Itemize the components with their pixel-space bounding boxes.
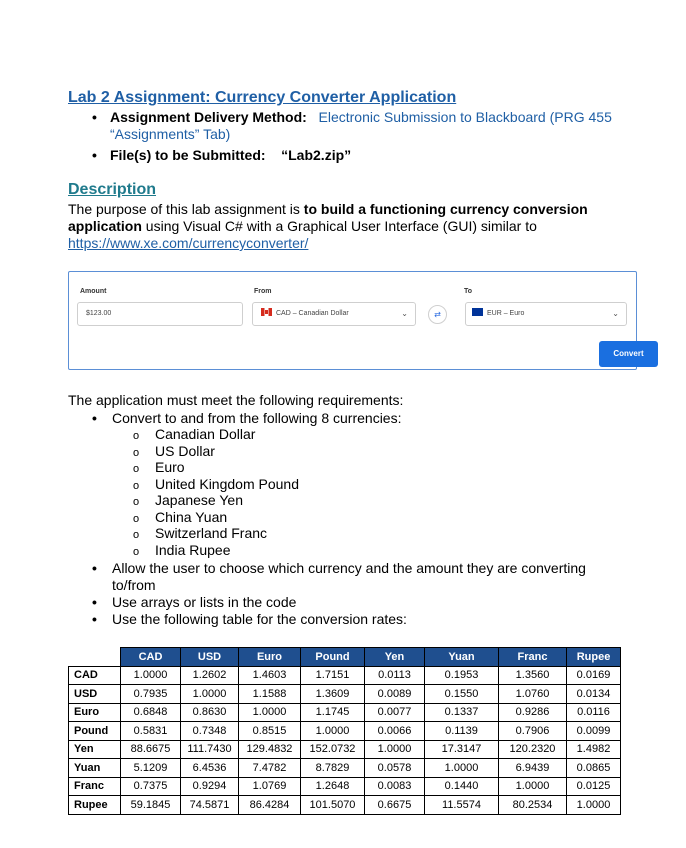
rate-cell: 101.5070 <box>301 796 365 815</box>
rate-cell: 6.9439 <box>499 759 567 778</box>
sub-bullet-glyph: o <box>133 447 140 459</box>
rate-cell: 1.0769 <box>239 777 301 796</box>
conversion-rates-table <box>68 647 621 815</box>
amount-input[interactable]: $123.00 <box>77 302 243 326</box>
sub-bullet-glyph: o <box>133 480 140 492</box>
rate-cell: 6.4536 <box>181 759 239 778</box>
files-value: “Lab2.zip” <box>281 147 352 163</box>
rate-cell: 0.7935 <box>121 685 181 704</box>
sub-bullet-glyph: o <box>133 430 140 442</box>
row-header: Yuan <box>69 759 121 778</box>
rate-cell: 1.3609 <box>301 685 365 704</box>
column-header: CAD <box>121 648 181 667</box>
files-item <box>92 147 351 163</box>
requirements-intro: The application must meet the following requirements: <box>68 392 404 408</box>
sub-bullet-glyph: o <box>133 513 140 525</box>
column-header: Yen <box>365 648 425 667</box>
rate-cell: 1.7151 <box>301 666 365 685</box>
description-line-1 <box>68 201 588 217</box>
description-bold: application <box>68 218 142 234</box>
rate-cell: 0.0066 <box>365 722 425 741</box>
currency-name: China Yuan <box>155 509 228 525</box>
rate-cell: 1.2602 <box>181 666 239 685</box>
row-header: Pound <box>69 722 121 741</box>
xe-link[interactable]: https://www.xe.com/currencyconverter/ <box>68 235 309 251</box>
rate-cell: 1.0000 <box>365 740 425 759</box>
rate-cell: 0.0077 <box>365 703 425 722</box>
rate-cell: 86.4284 <box>239 796 301 815</box>
rate-cell: 0.0865 <box>567 759 621 778</box>
requirement-item <box>92 410 401 426</box>
rate-cell: 1.0000 <box>121 666 181 685</box>
rate-cell: 1.1588 <box>239 685 301 704</box>
requirement-item <box>92 611 407 627</box>
bullet-glyph: • <box>92 611 97 627</box>
to-currency-select[interactable] <box>465 302 627 326</box>
rate-cell: 0.7375 <box>121 777 181 796</box>
rate-cell: 0.7906 <box>499 722 567 741</box>
rate-cell: 0.6848 <box>121 703 181 722</box>
rate-cell: 0.0578 <box>365 759 425 778</box>
rate-cell: 152.0732 <box>301 740 365 759</box>
rate-cell: 1.4603 <box>239 666 301 685</box>
from-label: From <box>254 288 272 295</box>
rate-cell: 0.0169 <box>567 666 621 685</box>
rate-cell: 88.6675 <box>121 740 181 759</box>
rate-cell: 17.3147 <box>425 740 499 759</box>
rate-cell: 59.1845 <box>121 796 181 815</box>
rate-cell: 0.1550 <box>425 685 499 704</box>
currency-list-item <box>133 443 215 459</box>
table-header-row <box>69 648 621 667</box>
rate-cell: 80.2534 <box>499 796 567 815</box>
row-header: Rupee <box>69 796 121 815</box>
row-header: Yen <box>69 740 121 759</box>
currency-list-item <box>133 492 243 508</box>
rate-cell: 0.0116 <box>567 703 621 722</box>
table-row <box>69 740 621 759</box>
currency-name: Canadian Dollar <box>155 426 256 442</box>
requirement-text: Convert to and from the following 8 currencies: <box>112 410 402 426</box>
rate-cell: 11.5574 <box>425 796 499 815</box>
delivery-value-continued: “Assignments” Tab) <box>110 126 231 142</box>
amount-label: Amount <box>80 288 107 295</box>
page-title: Lab 2 Assignment: Currency Converter Application <box>68 89 457 106</box>
requirement-text: Allow the user to choose which currency and the amount they are converting <box>112 560 586 576</box>
rate-cell: 1.1745 <box>301 703 365 722</box>
rate-cell: 1.0000 <box>301 722 365 741</box>
rate-cell: 1.0000 <box>425 759 499 778</box>
rate-cell: 74.5871 <box>181 796 239 815</box>
requirement-item <box>92 594 296 610</box>
sub-bullet-glyph: o <box>133 496 140 508</box>
table-row <box>69 796 621 815</box>
description-bold: to build a functioning currency conversion <box>303 201 588 217</box>
rate-cell: 0.1953 <box>425 666 499 685</box>
currency-list-item <box>133 542 231 558</box>
rate-cell: 1.0760 <box>499 685 567 704</box>
row-header: Franc <box>69 777 121 796</box>
column-header: Euro <box>239 648 301 667</box>
delivery-method-item <box>92 109 612 125</box>
table-row <box>69 777 621 796</box>
rate-cell: 0.5831 <box>121 722 181 741</box>
column-header: Yuan <box>425 648 499 667</box>
table-corner-cell <box>69 648 121 667</box>
rate-cell: 0.0113 <box>365 666 425 685</box>
rate-cell: 0.0083 <box>365 777 425 796</box>
rate-cell: 0.0125 <box>567 777 621 796</box>
currency-list-item <box>133 509 227 525</box>
rate-cell: 0.0099 <box>567 722 621 741</box>
rate-cell: 8.7829 <box>301 759 365 778</box>
rate-cell: 5.1209 <box>121 759 181 778</box>
rate-cell: 0.0089 <box>365 685 425 704</box>
table-row <box>69 759 621 778</box>
description-text: The purpose of this lab assignment is <box>68 201 304 217</box>
to-currency-value: EUR – Euro <box>487 310 525 317</box>
currency-list-item <box>133 525 267 541</box>
from-currency-select[interactable] <box>252 302 416 326</box>
column-header: Rupee <box>567 648 621 667</box>
bullet-glyph: • <box>92 560 97 576</box>
currency-list-item <box>133 476 299 492</box>
currency-name: US Dollar <box>155 443 215 459</box>
rate-cell: 111.7430 <box>181 740 239 759</box>
rate-cell: 0.9286 <box>499 703 567 722</box>
rate-cell: 1.0000 <box>499 777 567 796</box>
from-currency-value: CAD – Canadian Dollar <box>276 310 349 317</box>
currency-name: United Kingdom Pound <box>155 476 299 492</box>
delivery-label: Assignment Delivery Method: <box>110 109 307 125</box>
bullet-glyph: • <box>92 594 97 610</box>
requirement-text: Use arrays or lists in the code <box>112 594 297 610</box>
table-row <box>69 703 621 722</box>
table-row <box>69 722 621 741</box>
canada-flag-icon <box>261 308 272 316</box>
eu-flag-icon <box>472 308 483 316</box>
currency-name: Euro <box>155 459 185 475</box>
files-label: File(s) to be Submitted: <box>110 147 266 163</box>
rate-cell: 1.0000 <box>181 685 239 704</box>
row-header: USD <box>69 685 121 704</box>
chevron-down-icon: ⌄ <box>401 309 408 318</box>
column-header: USD <box>181 648 239 667</box>
rate-cell: 0.8630 <box>181 703 239 722</box>
rate-cell: 0.8515 <box>239 722 301 741</box>
swap-currencies-button[interactable]: ⇄ <box>428 305 447 324</box>
rate-cell: 120.2320 <box>499 740 567 759</box>
bullet-glyph: • <box>92 147 97 163</box>
currency-name: India Rupee <box>155 542 231 558</box>
currency-list-item <box>133 459 185 475</box>
requirement-text: Use the following table for the conversion rates: <box>112 611 407 627</box>
rate-cell: 0.1337 <box>425 703 499 722</box>
currency-list-item <box>133 426 255 442</box>
currency-name: Switzerland Franc <box>155 525 268 541</box>
delivery-value: Electronic Submission to Blackboard (PRG 455 <box>318 109 612 125</box>
rate-cell: 1.3560 <box>499 666 567 685</box>
rate-cell: 7.4782 <box>239 759 301 778</box>
to-label: To <box>464 288 473 295</box>
rate-cell: 0.0134 <box>567 685 621 704</box>
rate-cell: 0.1440 <box>425 777 499 796</box>
rate-cell: 1.0000 <box>567 796 621 815</box>
sub-bullet-glyph: o <box>133 463 140 475</box>
description-heading: Description <box>68 181 157 198</box>
bullet-glyph: • <box>92 109 97 125</box>
table-row <box>69 685 621 704</box>
rate-cell: 1.0000 <box>239 703 301 722</box>
requirement-text-continued: to/from <box>112 577 156 593</box>
sub-bullet-glyph: o <box>133 529 140 541</box>
converter-widget <box>68 271 644 370</box>
row-header: CAD <box>69 666 121 685</box>
sub-bullet-glyph: o <box>133 546 140 558</box>
rate-cell: 129.4832 <box>239 740 301 759</box>
rate-cell: 1.4982 <box>567 740 621 759</box>
column-header: Franc <box>499 648 567 667</box>
table-row <box>69 666 621 685</box>
bullet-glyph: • <box>92 410 97 426</box>
rate-cell: 0.1139 <box>425 722 499 741</box>
column-header: Pound <box>301 648 365 667</box>
requirement-item <box>92 560 586 576</box>
description-line-2 <box>68 218 537 234</box>
description-text: using Visual C# with a Graphical User Interface (GUI) similar to <box>141 218 537 234</box>
rate-cell: 1.2648 <box>301 777 365 796</box>
row-header: Euro <box>69 703 121 722</box>
rate-cell: 0.9294 <box>181 777 239 796</box>
table-body <box>69 666 621 814</box>
convert-button[interactable]: Convert <box>599 341 658 367</box>
currency-name: Japanese Yen <box>155 492 243 508</box>
chevron-down-icon: ⌄ <box>612 309 619 318</box>
rate-cell: 0.6675 <box>365 796 425 815</box>
rate-cell: 0.7348 <box>181 722 239 741</box>
